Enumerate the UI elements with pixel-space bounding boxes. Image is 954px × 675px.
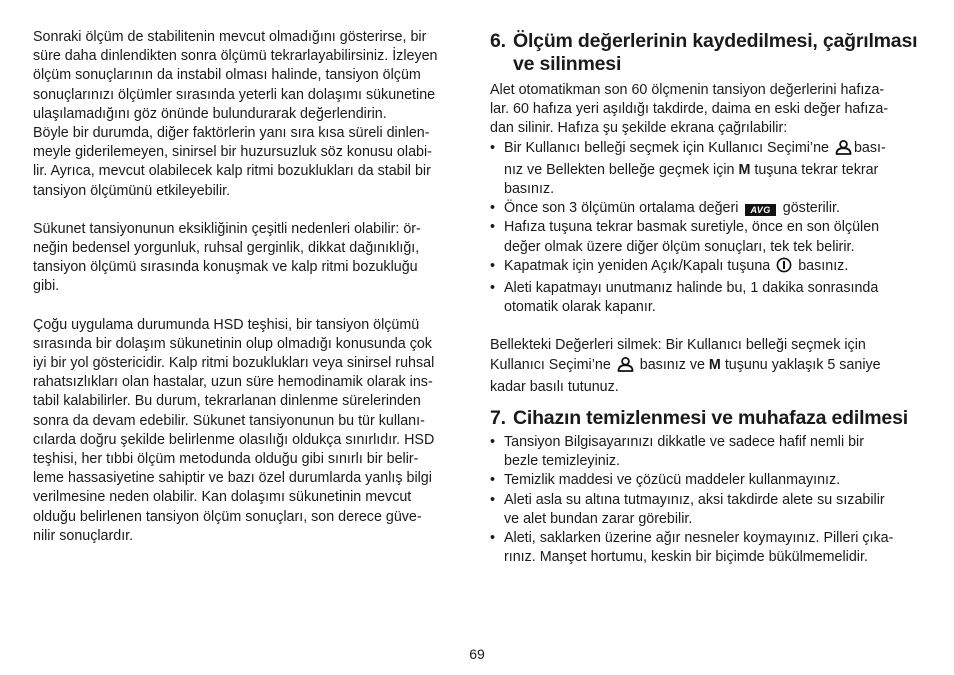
section-6-intro bbox=[490, 81, 922, 139]
text-line: Alet otomatikman son 60 ölçmenin tansiyon değerlerini hafıza- bbox=[490, 82, 885, 98]
text-line: gibi. bbox=[33, 278, 60, 295]
text-line: ulaşılamadığını göz önünde bulundurarak değerlendirin. bbox=[33, 105, 387, 122]
power-icon bbox=[776, 257, 792, 279]
bullet: • bbox=[490, 472, 496, 489]
list-item-continuation: değer olmak üzere diğer ölçüm sonuçları, tek tek belirir. bbox=[504, 238, 855, 255]
text-line: sonra da devam edebilir. Sükunet tansiyonunun bu tür kullanı- bbox=[33, 412, 425, 429]
avg-badge: AVG bbox=[745, 204, 775, 216]
list-item bbox=[490, 433, 922, 452]
text-line: sonuçlarınızı ölçümler sırasında yeterli kan dolaşımı sükunetine bbox=[33, 86, 436, 103]
text: basınız. bbox=[798, 257, 849, 274]
paragraph-delete-memory bbox=[490, 336, 922, 397]
list-item bbox=[490, 529, 922, 548]
section-7-number: 7. bbox=[490, 407, 506, 430]
text: Tansiyon Bilgisayarınızı dikkatle ve sadece hafif nemli bir bbox=[504, 434, 864, 451]
list-item-continuation: rınız. Manşet hortumu, keskin bir biçimde bükülmemelidir. bbox=[504, 549, 868, 566]
text-line: nilir sonuçlardır. bbox=[33, 527, 134, 544]
text-line: Bellekteki Değerleri silmek: Bir Kullanıcı belleği seçmek için bbox=[490, 337, 866, 354]
list-item-continuation: bezle temizleyiniz. bbox=[504, 453, 621, 470]
list-item bbox=[490, 199, 922, 218]
text-line: süre daha dinlendikten sonra ölçümü tekrarlayabilirsiniz. İzleyen bbox=[33, 48, 438, 65]
text-line: dan silinir. Hafıza şu şekilde ekrana çağrılabilir: bbox=[490, 120, 788, 137]
section-7-title: Cihazın temizlenmesi ve muhafaza edilmesi bbox=[513, 407, 908, 430]
text-line: ölçüm sonuçlarının da instabil olması halinde, tansiyon ölçüm bbox=[33, 67, 421, 84]
m-key-label: M bbox=[708, 356, 721, 373]
section-6-title-line1: Ölçüm değerlerinin kaydedilmesi, çağrılması bbox=[513, 30, 918, 52]
text-line: verilmesine neden olabilir. Kan dolaşımı sükunetinin mevcut bbox=[33, 489, 412, 506]
m-key-label: M bbox=[738, 161, 751, 178]
text-line: tansiyon ölçümünü etkileyebilir. bbox=[33, 182, 231, 199]
text-line: Sonraki ölçüm de stabilitenin mevcut olmadığını gösterirse, bir bbox=[33, 29, 427, 45]
bullet: • bbox=[490, 200, 496, 217]
text: Aleti asla su altına tutmayınız, aksi takdirde alete su sızabilir bbox=[504, 491, 885, 508]
text-line: lar. 60 hafıza yeri aşıldığı takdirde, daima en eski değer hafıza- bbox=[490, 101, 889, 118]
paragraph-causes bbox=[33, 220, 465, 297]
text-line: Sükunet tansiyonunun eksikliğinin çeşitli nedenleri olabilir: ör- bbox=[33, 220, 421, 237]
text-line: tansiyon ölçümü sırasında konuşmak ve kalp ritmi bozukluğu bbox=[33, 259, 418, 276]
list-item bbox=[490, 257, 922, 279]
bullet: • bbox=[490, 530, 496, 547]
text: Kullanıcı Seçimi’ne bbox=[490, 356, 611, 373]
left-column bbox=[33, 28, 465, 546]
list-item-continuation: ve alet bundan zarar görebilir. bbox=[504, 510, 693, 527]
right-column bbox=[490, 28, 922, 567]
text: nız ve Bellekten belleğe geçmek için bbox=[504, 161, 735, 178]
bullet: • bbox=[490, 280, 496, 297]
text-line: tabil kalabilirler. Bu durum, tekrarlanan dinlenme sürelerinden bbox=[33, 393, 421, 410]
list-item-continuation bbox=[490, 161, 922, 180]
list-item bbox=[490, 218, 922, 237]
text-line: Çoğu uygulama durumunda HSD teşhisi, bir tansiyon ölçümü bbox=[33, 316, 420, 333]
page-number: 69 bbox=[469, 646, 485, 662]
text: tuşuna tekrar tekrar bbox=[754, 161, 879, 178]
text-line: leme hassasiyetine sahiptir ve bazı özel durumlarda yanlış bilgi bbox=[33, 470, 432, 487]
text-line: kadar basılı tutunuz. bbox=[490, 378, 619, 395]
bullet: • bbox=[490, 434, 496, 451]
text-line bbox=[490, 356, 922, 378]
section-7-heading bbox=[490, 407, 922, 430]
section-6-heading bbox=[490, 30, 922, 76]
text: gösterilir. bbox=[782, 200, 840, 217]
bullet: • bbox=[490, 219, 496, 236]
text: Önce son 3 ölçümün ortalama değeri bbox=[504, 200, 739, 217]
list-item bbox=[490, 279, 922, 298]
text-line: sırasında bir dolaşım sükunetinin olup olmadığı konusunda çok bbox=[33, 335, 432, 352]
text-line: neğin bedensel yorgunluk, ruhsal gerginlik, dikkat dağınıklığı, bbox=[33, 240, 420, 257]
text-line: lir. Ayrıca, mevcut olabilecek kalp ritmi bozuklukları da stabil bir bbox=[33, 163, 431, 180]
text: Hafıza tuşuna tekrar basmak suretiyle, önce en son ölçülen bbox=[504, 219, 880, 236]
list-item-continuation: otomatik olarak kapanır. bbox=[504, 299, 656, 316]
text-line: olduğu belirlenen tansiyon ölçüm sonuçları, son derece güve- bbox=[33, 508, 422, 525]
list-item bbox=[490, 471, 922, 490]
text: Aleti, saklarken üzerine ağır nesneler koymayınız. Pilleri çıka- bbox=[504, 530, 894, 547]
text: Aleti kapatmayı unutmanız halinde bu, 1 dakika sonrasında bbox=[504, 280, 879, 297]
list-item bbox=[490, 139, 922, 161]
user-icon bbox=[617, 357, 634, 378]
list-item-continuation: basınız. bbox=[504, 181, 555, 198]
bullet: • bbox=[490, 491, 496, 508]
paragraph-stability bbox=[33, 28, 465, 201]
section-6-title-line2: ve silinmesi bbox=[513, 53, 622, 75]
text-line: rahatsızlıkları olan hastalar, uzun süre hemodinamik olarak ins- bbox=[33, 374, 433, 391]
bullet: • bbox=[490, 257, 496, 274]
text: tuşunu yaklaşık 5 saniye bbox=[724, 356, 881, 373]
text-line: Böyle bir durumda, diğer faktörlerin yanı sıra kısa süreli dinlen- bbox=[33, 125, 430, 142]
list-item bbox=[490, 491, 922, 510]
text: basınız ve bbox=[639, 356, 705, 373]
text: Kapatmak için yeniden Açık/Kapalı tuşuna bbox=[504, 257, 771, 274]
paragraph-hsd bbox=[33, 316, 465, 546]
text: Temizlik maddesi ve çözücü maddeler kullanmayınız. bbox=[504, 472, 841, 489]
text-line: iyi bir yol göstericidir. Kalp ritmi bozuklukları veya sinirsel ruhsal bbox=[33, 355, 435, 372]
section-6-number: 6. bbox=[490, 30, 506, 52]
text: Bir Kullanıcı belleği seçmek için Kullanıcı Seçimi’ne bbox=[504, 139, 829, 156]
text: bası- bbox=[853, 139, 886, 156]
text-line: meyle giderilemeyen, sinirsel bir huzursuzluk söz konusu olabi- bbox=[33, 144, 432, 161]
user-icon bbox=[835, 140, 852, 161]
text-line: cılarda doğru şekilde belirlenme olasılığı oldukça sınırlıdır. HSD bbox=[33, 431, 435, 448]
bullet: • bbox=[490, 139, 496, 156]
text-line: teşhisi, her tıbbi ölçüm metodunda olduğu gibi sınırlı bir belir- bbox=[33, 451, 419, 468]
